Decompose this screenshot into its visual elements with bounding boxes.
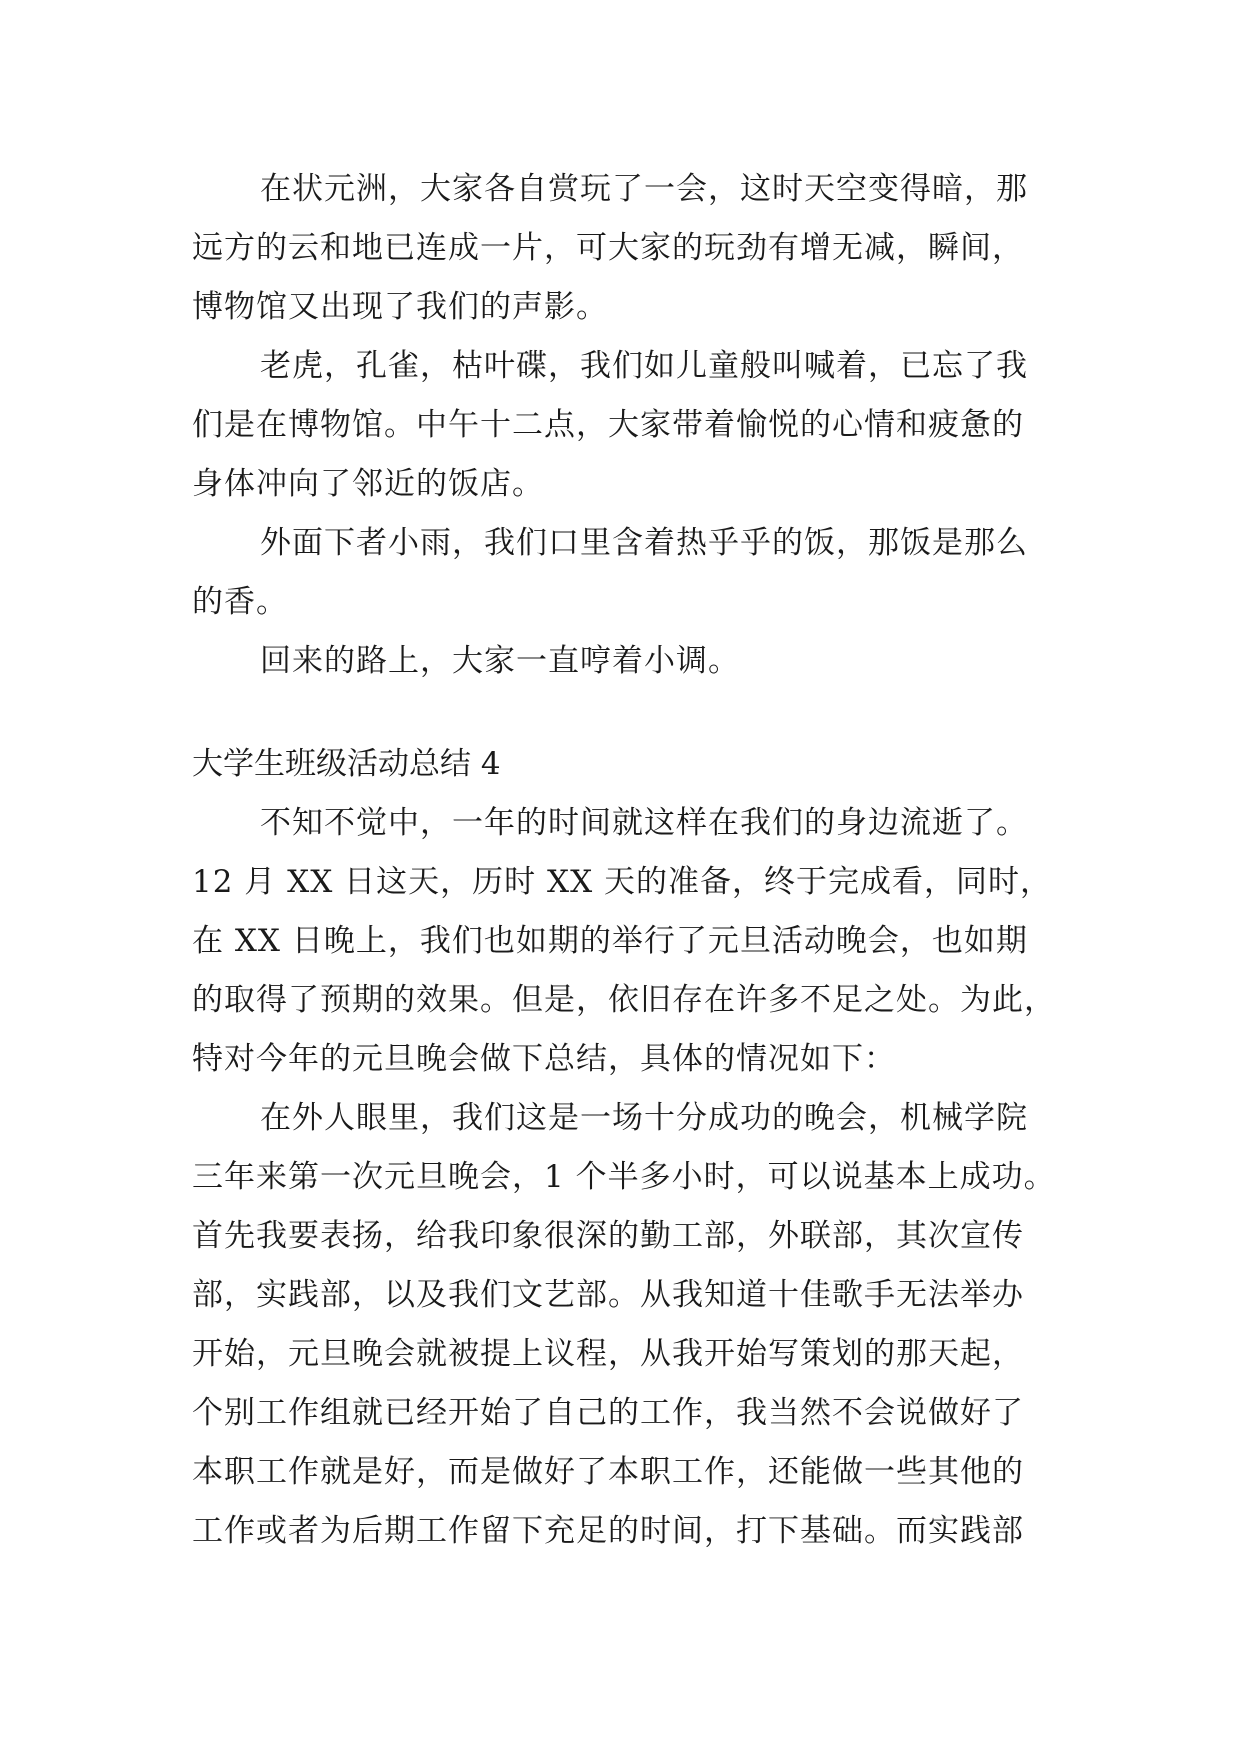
text-line: 个别工作组就已经开始了自己的工作，我当然不会说做好了: [192, 1395, 1024, 1431]
section-heading: 大学生班级活动总结 4: [192, 746, 501, 782]
text-line: 博物馆又出现了我们的声影。: [192, 289, 608, 325]
text-line: 外面下者小雨，我们口里含着热乎乎的饭，那饭是那么: [260, 525, 1028, 561]
text-line: 在 XX 日晚上，我们也如期的举行了元旦活动晚会，也如期: [192, 923, 1028, 959]
text-line: 回来的路上，大家一直哼着小调。: [260, 643, 740, 679]
text-line: 的取得了预期的效果。但是，依旧存在许多不足之处。为此，: [192, 982, 1056, 1018]
paragraph-2: [192, 337, 1072, 514]
text-line: 不知不觉中，一年的时间就这样在我们的身边流逝了。: [260, 805, 1028, 841]
text-line: 们是在博物馆。中午十二点，大家带着愉悦的心情和疲惫的: [192, 407, 1024, 443]
paragraph-3: [192, 514, 1072, 632]
paragraph-1: [192, 160, 1072, 337]
paragraph-6: [192, 1089, 1072, 1561]
text-line: 的香。: [192, 584, 288, 620]
text-line: 工作或者为后期工作留下充足的时间，打下基础。而实践部: [192, 1513, 1024, 1549]
text-line: 远方的云和地已连成一片，可大家的玩劲有增无减，瞬间，: [192, 230, 1024, 266]
text-line: 三年来第一次元旦晚会，1 个半多小时，可以说基本上成功。: [192, 1159, 1056, 1195]
section-gap: [192, 691, 1072, 735]
text-line: 首先我要表扬，给我印象很深的勤工部，外联部，其次宣传: [192, 1218, 1024, 1254]
paragraph-4: [192, 632, 1072, 691]
text-line: 在外人眼里，我们这是一场十分成功的晚会，机械学院: [260, 1100, 1028, 1136]
paragraph-5: [192, 794, 1072, 1089]
text-line: 12 月 XX 日这天，历时 XX 天的准备，终于完成看，同时，: [192, 864, 1052, 900]
text-line: 身体冲向了邻近的饭店。: [192, 466, 544, 502]
text-line: 开始，元旦晚会就被提上议程，从我开始写策划的那天起，: [192, 1336, 1024, 1372]
text-line: 特对今年的元旦晚会做下总结，具体的情况如下：: [192, 1041, 896, 1077]
text-line: 本职工作就是好，而是做好了本职工作，还能做一些其他的: [192, 1454, 1024, 1490]
text-line: 老虎，孔雀，枯叶碟，我们如儿童般叫喊着，已忘了我: [260, 348, 1028, 384]
text-line: 部，实践部，以及我们文艺部。从我知道十佳歌手无法举办: [192, 1277, 1024, 1313]
document-body: [192, 160, 1072, 1561]
text-line: 在状元洲，大家各自赏玩了一会，这时天空变得暗，那: [260, 171, 1028, 207]
